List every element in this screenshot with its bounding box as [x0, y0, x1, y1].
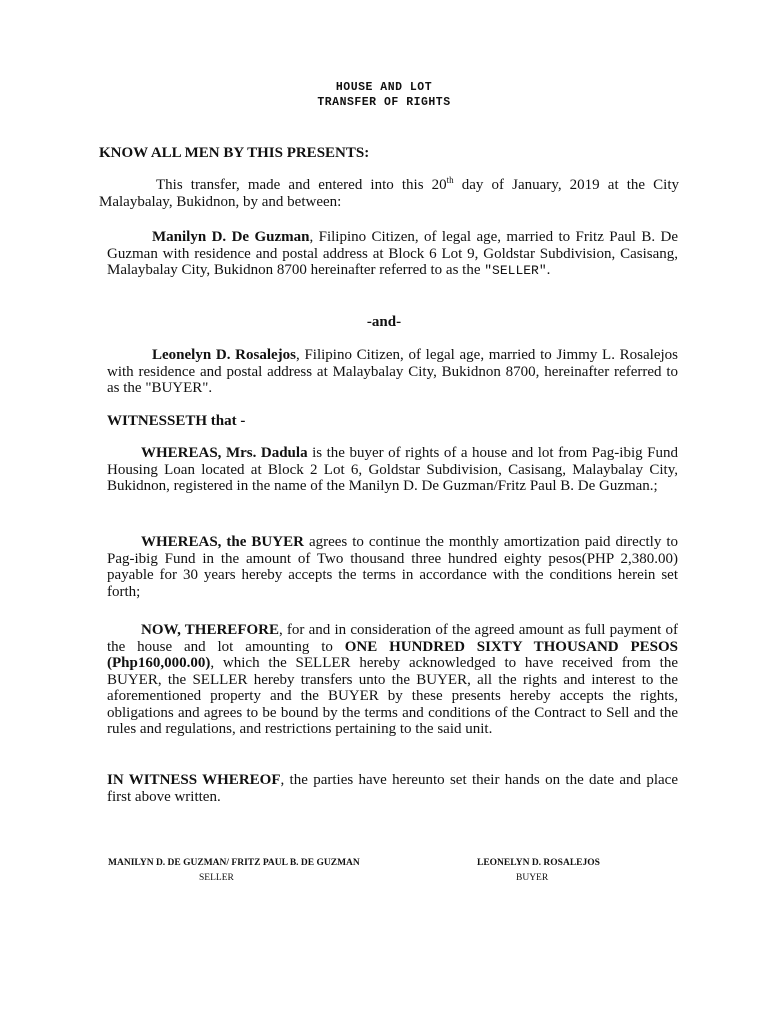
paragraph-whereas-2	[107, 534, 678, 600]
buyer-signature-name: LEONELYN D. ROSALEJOS	[477, 858, 600, 868]
now-therefore-text-a: , for and in consideration of the agreed amount as full payment of the house and lot amounting to	[107, 622, 678, 655]
seller-signature-role: SELLER	[199, 873, 234, 883]
now-therefore-text-b: , which the SELLER hereby acknowledged to have received from the BUYER, the SELLER hereby transfers unto the BUYER, all the rights and interest to the aforementioned property and the BUYER by these presents hereby accepts the rights, obligations and agrees to be bound by the terms and conditions of the Contract to Sell and the rules and regulations, and restrictions pertaining to the said unit.	[107, 655, 678, 737]
seller-name: Manilyn D. De Guzman	[152, 229, 310, 245]
and-separator: -and-	[366, 314, 402, 330]
buyer-details: , Filipino Citizen, of legal age, married to Jimmy L. Rosalejos with residence and postal address at Malaybalay City, Bukidnon 8700, hereinafter referred to as the "BUYER".	[107, 347, 678, 396]
witnesseth-heading: WITNESSETH that -	[107, 413, 246, 429]
paragraph-in-witness	[107, 772, 678, 805]
paragraph-intro	[99, 177, 679, 210]
whereas-2-lead: WHEREAS, the BUYER	[141, 534, 304, 550]
paragraph-whereas-1	[107, 445, 678, 495]
buyer-name: Leonelyn D. Rosalejos	[152, 347, 296, 363]
document-title-line-1: HOUSE AND LOT	[335, 81, 433, 94]
know-all-heading: KNOW ALL MEN BY THIS PRESENTS:	[99, 145, 370, 161]
in-witness-text: , the parties have hereunto set their hands on the date and place first above written.	[107, 772, 678, 805]
whereas-1-lead: WHEREAS, Mrs. Dadula	[141, 445, 308, 461]
whereas-2-text: agrees to continue the monthly amortization paid directly to Pag-ibig Fund in the amount of Two thousand three hundred eighty pesos(PHP 2,380.00) payable for 30 years hereby accepts the terms in accordance with the conditions herein set forth;	[107, 534, 678, 600]
seller-end: .	[546, 262, 551, 278]
intro-ordinal-suffix: th	[446, 175, 454, 185]
now-therefore-lead: NOW, THEREFORE	[141, 622, 279, 638]
document-title-line-2: TRANSFER OF RIGHTS	[317, 96, 451, 109]
whereas-1-text: is the buyer of rights of a house and lot from Pag-ibig Fund Housing Loan located at Block 2 Lot 6, Goldstar Subdivision, Casisang, Malaybalay City, Bukidnon, registered in the name of the Manilyn D. De Guzman/Fritz Paul B. De Guzman.;	[107, 445, 678, 494]
buyer-signature-role: BUYER	[516, 873, 549, 883]
in-witness-lead: IN WITNESS WHEREOF	[107, 772, 281, 788]
seller-signature-name: MANILYN D. DE GUZMAN/ FRITZ PAUL B. DE GUZMAN	[108, 858, 360, 868]
seller-details: , Filipino Citizen, of legal age, married to Fritz Paul B. De Guzman with residence and postal address at Block 6 Lot 9, Goldstar Subdivision, Casisang, Malaybalay City, Bukidnon 8700 hereinafter referred to as the	[107, 229, 678, 278]
intro-text-b: day of January, 2019 at the City Malaybalay, Bukidnon, by and between:	[99, 177, 679, 210]
paragraph-seller	[107, 229, 678, 280]
intro-text-a: This transfer, made and entered into this 20	[156, 177, 447, 193]
paragraph-buyer	[107, 347, 678, 397]
now-therefore-amount: ONE HUNDRED SIXTY THOUSAND PESOS (Php160,000.00)	[107, 638, 678, 671]
paragraph-now-therefore	[107, 622, 678, 738]
seller-tag: "SELLER"	[484, 263, 547, 278]
